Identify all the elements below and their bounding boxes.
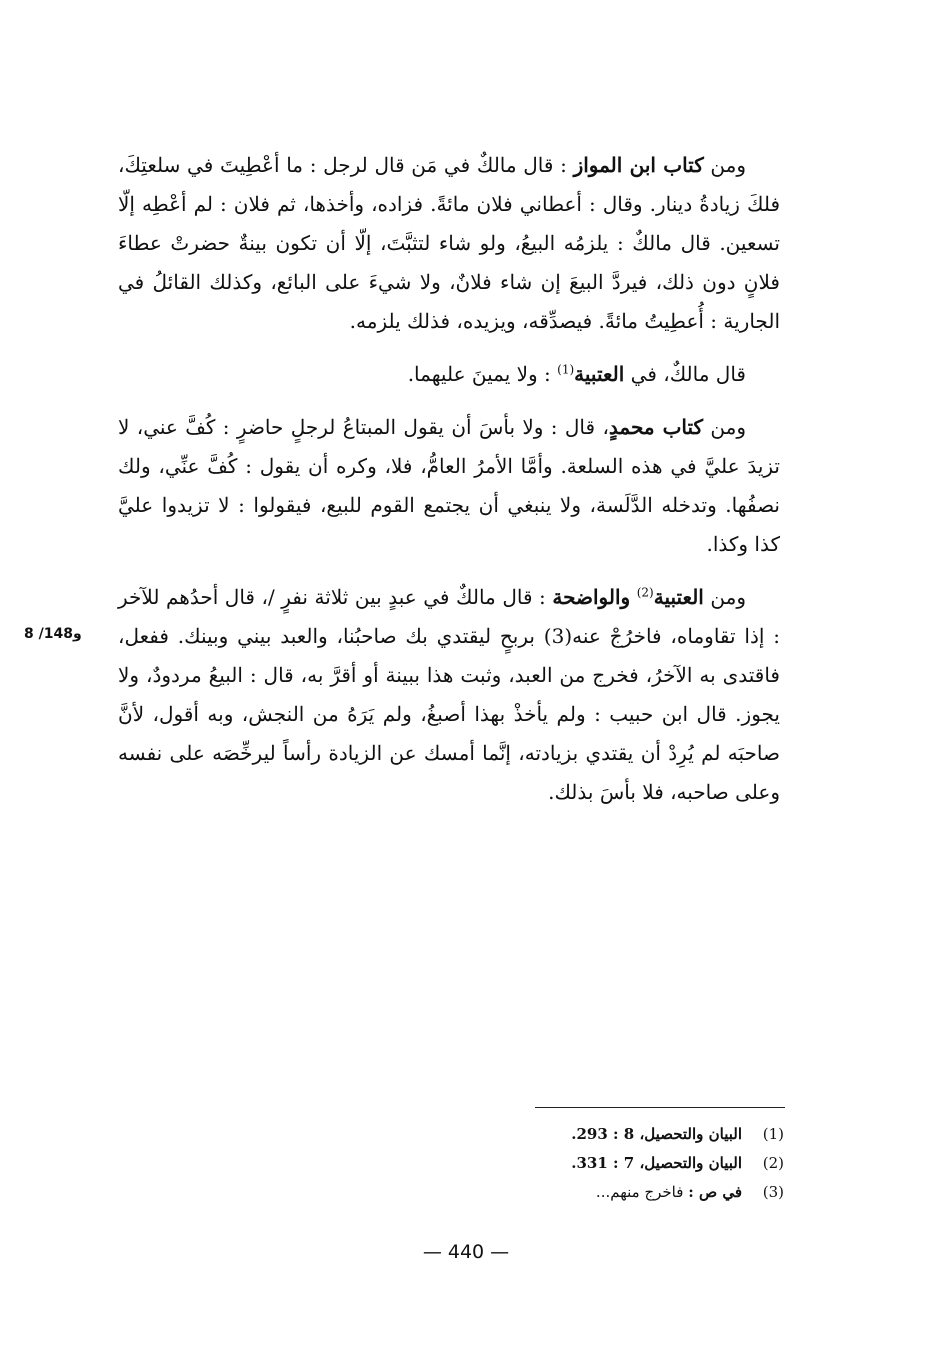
manuscript-folio-note: 8 /148و (24, 626, 82, 642)
source-title: العتبية (653, 585, 704, 609)
footnote-reference: البيان والتحصيل، (639, 1154, 742, 1172)
footnote-number: (3) (762, 1183, 784, 1201)
paragraph-text: ، قال : ولا بأسَ أن يقول المبتاعُ لرجلٍ حاضرٍ : كُفَّ عني، لا تزيدَ عليَّ في هذه السلعة. وأمَّا الأمرُ العامُّ، فلا، وكره أن يقول : كُفَّ عنِّي، ولك نصفُها. وتدخله الدَّلَسة، ولا ينبغي أن يجتمع القوم للبيع، فيقولوا : لا تزيدوا عليَّ كذا وكذا. (118, 415, 780, 556)
source-title: العتبية (574, 362, 625, 386)
source-title: والواضحة (552, 585, 631, 609)
page-number: — 440 — (422, 1241, 510, 1263)
footnotes (440, 1120, 784, 1207)
main-text (118, 146, 780, 812)
footnote-location: 7 : 331. (571, 1154, 640, 1172)
footnote-text (571, 1120, 742, 1149)
source-title: كتاب محمدٍ (608, 415, 704, 439)
paragraph-text: قال مالكٌ، في (624, 362, 746, 386)
paragraph-text: ومن (703, 153, 747, 177)
footnote-2 (440, 1149, 784, 1178)
footnote-text (596, 1178, 742, 1207)
footnote-divider (535, 1107, 785, 1108)
paragraph-text: : ولا يمينَ عليهما. (407, 362, 558, 386)
footnote-3 (440, 1178, 784, 1207)
footnote-number: (1) (762, 1125, 784, 1143)
paragraph-text: : قال مالكٌ في مَن قال لرجل : ما أعْطِيتَ في سلعتِكَ، فلكَ زيادةُ دينار. وقال : أعطاني فلان مائةً. فزاده، وأخذها، ثم فلان : لم أعْطِه إلّا تسعين. قال مالكٌ : يلزمُه البيعُ، ولو شاء لتثبَّتَ، إلّا أن تكون بينةٌ حضرتْ عطاءَ فلانٍ دون ذلك، فيردَّ البيعَ إن شاء فلانٌ، ولا شيءَ على البائع، وكذلك القائلُ في الجارية : أُعطِيتُ مائةً. فيصدِّقه، ويزيده، فذلك يلزمه. (118, 153, 780, 333)
footnote-marker: (1) (557, 362, 575, 377)
paragraph-3 (118, 408, 780, 564)
paragraph-2 (118, 355, 780, 394)
footnote-reference: البيان والتحصيل، (639, 1125, 742, 1143)
footnote-location: فاخرج منهم... (595, 1183, 689, 1201)
source-title: كتاب ابن المواز (573, 153, 704, 177)
paragraph-text: ومن (703, 585, 746, 609)
footnote-reference: في ص : (688, 1183, 742, 1201)
paragraph-text: ومن (703, 415, 747, 439)
footnote-marker: (2) (636, 585, 654, 600)
footnote-number: (2) (762, 1154, 784, 1172)
paragraph-4 (118, 578, 780, 812)
paragraph-1 (118, 146, 780, 341)
footnote-location: 8 : 293. (571, 1125, 640, 1143)
footnote-1 (440, 1120, 784, 1149)
footnote-text (571, 1149, 742, 1178)
paragraph-text: : قال مالكٌ في عبدٍ بين ثلاثة نفرٍ /، قال أحدُهم للآخر : إذا تقاوماه، فاخرُجْ عنه(3) بربحٍ ليقتدي بك صاحبُنا، والعبد بيني وبينك. ففعل، فاقتدى به الآخرُ، فخرج من العبد، وثبت هذا ببينة أو أقرَّ به، قال : البيعُ مردودٌ، ولا يجوز. قال ابن حبيب : ولم يأخذْ بهذا أصبغُ، ولم يَرَهُ من النجش، وبه أقول، لأنَّ صاحبَه لم يُرِدْ أن يقتدي بزيادته، إنَّما أمسك عن الزيادة رأساً ليرخِّصَه على نفسه وعلى صاحبه، فلا بأسَ بذلك. (118, 585, 780, 804)
